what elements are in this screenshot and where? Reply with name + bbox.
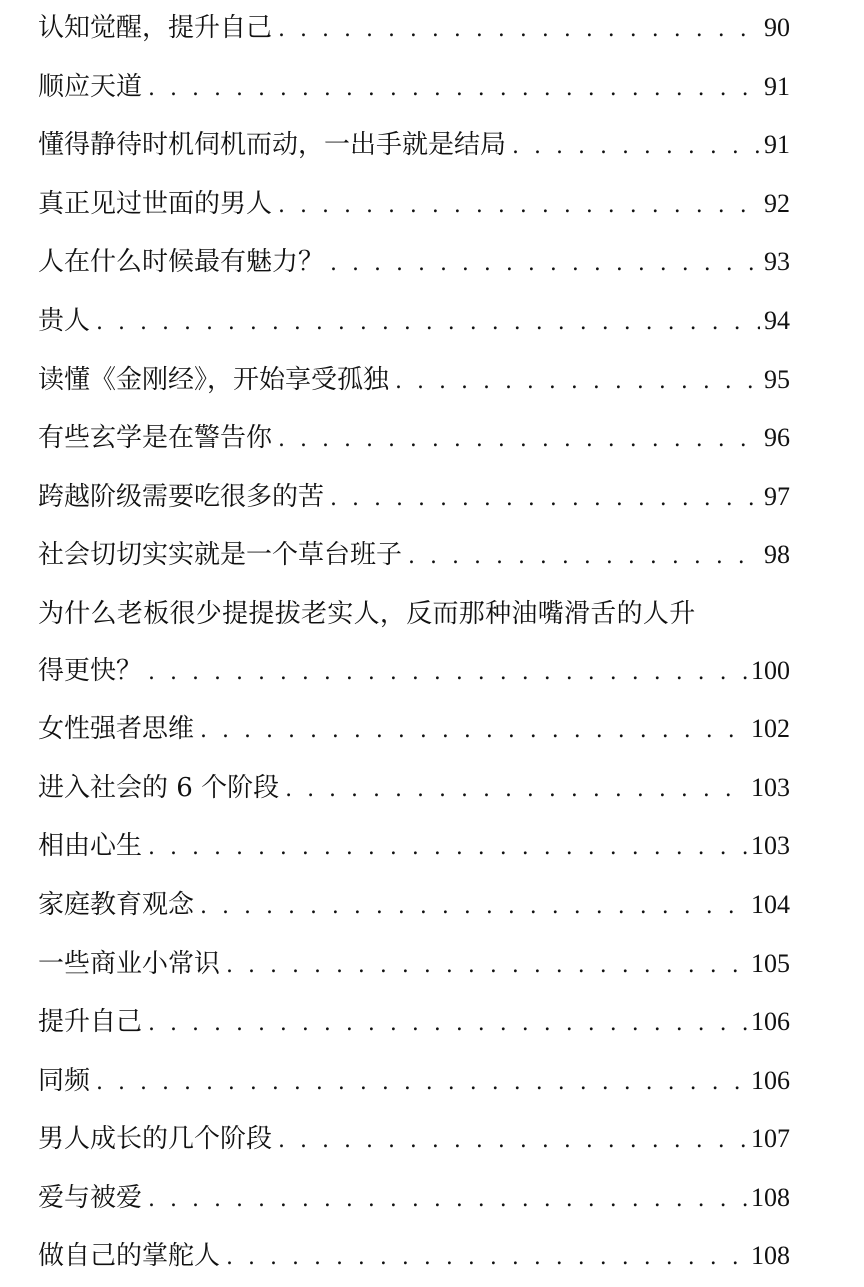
toc-entry-title[interactable]: 得更快？ <box>38 655 143 686</box>
toc-page-number: 92 <box>764 188 790 218</box>
toc-entry-title[interactable]: 一些商业小常识 <box>38 948 221 979</box>
toc-entry-title[interactable]: 有些玄学是在警告你 <box>38 423 273 454</box>
table-of-contents <box>38 0 790 1287</box>
toc-dot-leader <box>96 1055 747 1112</box>
toc-entry[interactable] <box>38 643 790 702</box>
toc-dot-leader <box>512 119 760 176</box>
toc-page-number: 105 <box>751 948 790 978</box>
toc-entry[interactable] <box>38 0 790 59</box>
toc-dot-leader <box>278 412 760 469</box>
toc-dot-leader <box>278 1113 747 1170</box>
toc-entry[interactable] <box>38 1053 790 1112</box>
toc-page-number: 103 <box>751 831 790 861</box>
toc-page-number: 91 <box>764 130 790 160</box>
toc-entry-title[interactable]: 人在什么时候最有魅力？ <box>38 247 325 278</box>
toc-page-number: 100 <box>751 655 790 685</box>
toc-entry-title[interactable]: 顺应天道 <box>38 71 143 102</box>
toc-page-number: 97 <box>764 481 790 511</box>
toc-entry-title[interactable]: 提升自己 <box>38 1007 143 1038</box>
toc-dot-leader <box>200 703 747 760</box>
toc-entry[interactable] <box>38 410 790 469</box>
toc-page-number: 108 <box>751 1241 790 1271</box>
toc-dot-leader <box>200 879 747 936</box>
toc-entry[interactable] <box>38 469 790 528</box>
toc-dot-leader <box>226 938 747 995</box>
toc-entry-title[interactable]: 进入社会的 6 个阶段 <box>38 772 280 803</box>
toc-entry-title[interactable]: 女性强者思维 <box>38 714 195 745</box>
toc-page-number: 96 <box>764 423 790 453</box>
toc-entry-title[interactable]: 认知觉醒，提升自己 <box>38 13 273 43</box>
toc-entry-title[interactable]: 男人成长的几个阶段 <box>38 1124 273 1155</box>
toc-entry-title[interactable]: 跨越阶级需要吃很多的苦 <box>38 481 325 512</box>
toc-dot-leader <box>148 996 747 1053</box>
toc-entry-title[interactable]: 贵人 <box>38 305 91 336</box>
toc-entry[interactable] <box>38 760 790 819</box>
toc-page-number: 98 <box>764 540 790 570</box>
toc-entry-title[interactable]: 真正见过世面的男人 <box>38 188 273 219</box>
toc-dot-leader <box>395 354 760 411</box>
toc-dot-leader <box>285 762 747 819</box>
toc-entry[interactable] <box>38 701 790 760</box>
toc-entry[interactable] <box>38 352 790 411</box>
toc-dot-leader <box>278 2 760 59</box>
toc-dot-leader <box>330 471 760 528</box>
toc-page-number: 93 <box>764 247 790 277</box>
toc-entry[interactable] <box>38 59 790 118</box>
toc-dot-leader <box>96 295 760 352</box>
toc-dot-leader <box>148 61 760 118</box>
toc-page-number: 91 <box>764 71 790 101</box>
toc-entry-title-wrapped-line[interactable]: 为什么老板很少提提拔老实人，反而那种油嘴滑舌的人升 <box>38 598 696 629</box>
toc-entry-title[interactable]: 家庭教育观念 <box>38 889 195 920</box>
toc-entry[interactable] <box>38 1228 790 1287</box>
toc-entry[interactable] <box>38 936 790 995</box>
toc-entry[interactable] <box>38 1111 790 1170</box>
toc-entry-title[interactable]: 做自己的掌舵人 <box>38 1241 221 1272</box>
toc-entry-title[interactable]: 懂得静待时机伺机而动，一出手就是结局 <box>38 130 507 161</box>
toc-dot-leader <box>148 820 747 877</box>
toc-entry[interactable] <box>38 877 790 936</box>
toc-page-number: 106 <box>751 1065 790 1095</box>
toc-page-number: 90 <box>764 13 790 42</box>
toc-entry[interactable] <box>38 234 790 293</box>
toc-page-number: 102 <box>751 714 790 744</box>
toc-entry-title[interactable]: 爱与被爱 <box>38 1182 143 1213</box>
toc-entry[interactable] <box>38 527 790 586</box>
toc-entry[interactable] <box>38 293 790 352</box>
toc-entry[interactable] <box>38 994 790 1053</box>
toc-page-number: 108 <box>751 1182 790 1212</box>
toc-entry[interactable] <box>38 1170 790 1229</box>
toc-page-number: 95 <box>764 364 790 394</box>
toc-dot-leader <box>330 236 760 293</box>
toc-page-number: 104 <box>751 889 790 919</box>
toc-entry-title[interactable]: 同频 <box>38 1065 91 1096</box>
toc-page-number: 103 <box>751 772 790 802</box>
toc-dot-leader <box>278 178 760 235</box>
toc-page-number: 94 <box>764 305 790 335</box>
toc-page-number: 106 <box>751 1007 790 1037</box>
toc-entry-title[interactable]: 社会切切实实就是一个草台班子 <box>38 540 403 571</box>
toc-entry-title[interactable]: 相由心生 <box>38 831 143 862</box>
toc-entry[interactable] <box>38 117 790 176</box>
toc-entry[interactable] <box>38 176 790 235</box>
toc-dot-leader <box>408 529 760 586</box>
toc-page-number: 107 <box>751 1124 790 1154</box>
toc-entry[interactable] <box>38 818 790 877</box>
toc-dot-leader <box>226 1230 747 1287</box>
toc-dot-leader <box>148 645 747 702</box>
toc-dot-leader <box>148 1172 747 1229</box>
toc-entry-title[interactable]: 读懂《金刚经》，开始享受孤独 <box>38 364 390 395</box>
